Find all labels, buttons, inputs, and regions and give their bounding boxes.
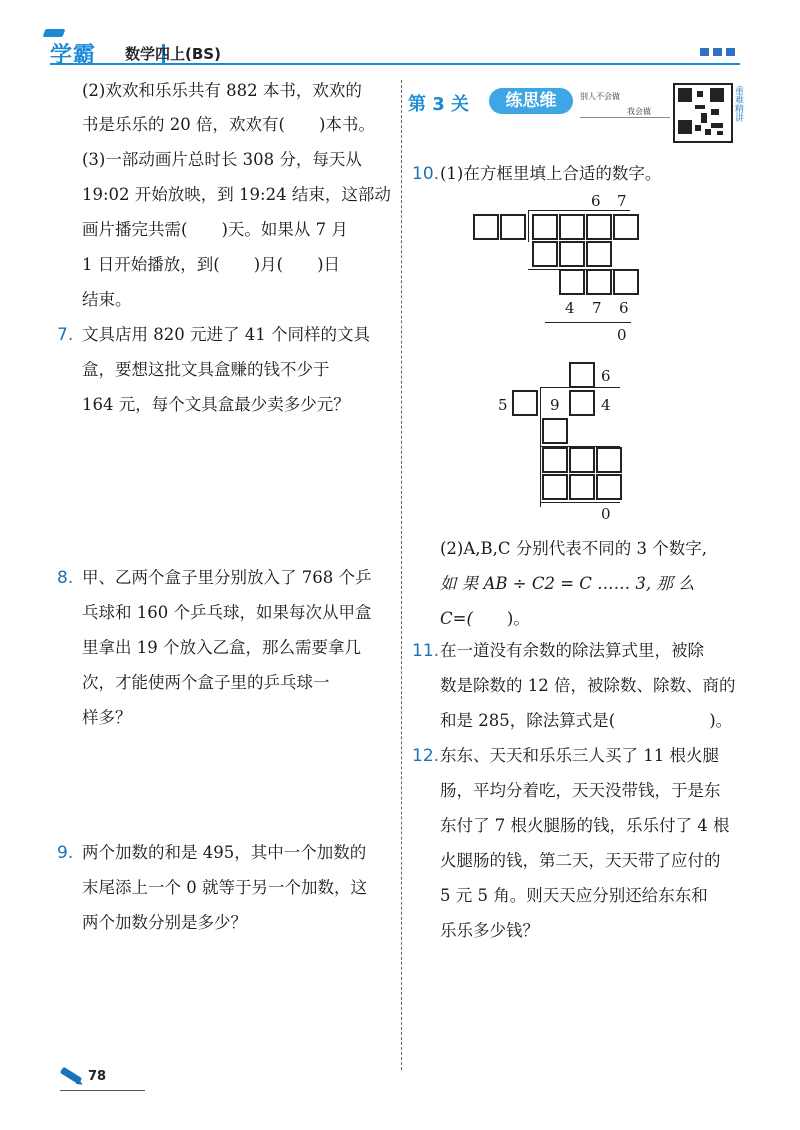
quotient-digit: 7 — [617, 192, 627, 210]
q9-line2: 末尾添上一个 0 就等于另一个加数，这 — [82, 878, 367, 897]
q6-2-line1: (2)欢欢和乐乐共有 882 本书，欢欢的 — [82, 81, 362, 100]
division-bracket — [528, 210, 529, 242]
q10-part1: (1)在方框里填上合适的数字。 — [440, 164, 662, 183]
q11-number: 11. — [412, 641, 440, 661]
q12-line4: 火腿肠的钱，第二天，天天带了应付的 — [440, 851, 721, 870]
q12-line6: 乐乐多少钱？ — [440, 921, 539, 940]
q11-line2: 数是除数的 12 倍，被除数、除数、商的 — [440, 676, 736, 695]
q9-line1: 两个加数的和是 495，其中一个加数的 — [82, 843, 367, 862]
q6-3-line2: 19:02 开始放映，到 19:24 结束，这部动 — [82, 185, 391, 204]
graduation-cap-icon — [43, 29, 66, 37]
footer-rule — [60, 1090, 145, 1091]
q12-line5: 5 元 5 角。则天天应分别还给东东和 — [440, 886, 708, 905]
q12-line2: 肠，平均分着吃，天天没带钱，于是东 — [440, 781, 721, 800]
q8-number: 8. — [57, 568, 74, 588]
q6-3-line3: 画片播完共需( )天。如果从 7 月 — [82, 220, 348, 239]
brand-name: 学霸 — [50, 43, 97, 68]
q12-line3: 东付了 7 根火腿肠的钱，乐乐付了 4 根 — [440, 816, 730, 835]
page-number: 78 — [88, 1069, 107, 1084]
divisor-box[interactable] — [500, 214, 526, 240]
header-square-icon — [700, 48, 709, 56]
product-box[interactable] — [542, 418, 568, 444]
stage-label: 第 3 关 — [408, 94, 470, 115]
stage-title-badge: 练思维 — [489, 88, 573, 114]
q7-line2: 盒，要想这批文具盒赚的钱不少于 — [82, 360, 330, 379]
dividend-box[interactable] — [586, 214, 612, 240]
q10-part2-line1: (2)A,B,C 分别代表不同的 3 个数字, — [440, 539, 708, 558]
remainder-box[interactable] — [613, 269, 639, 295]
product-box[interactable] — [532, 241, 558, 267]
quotient-box[interactable] — [569, 362, 595, 388]
q8-line2: 乓球和 160 个乒乓球，如果每次从甲盒 — [82, 603, 372, 622]
badge-note-2: 我会做 — [627, 107, 651, 116]
q10-number: 10. — [412, 164, 440, 184]
q6-3-line5: 结束。 — [82, 290, 132, 309]
product-box[interactable] — [586, 241, 612, 267]
remainder-box[interactable] — [586, 269, 612, 295]
final-remainder: 0 — [601, 505, 611, 523]
quotient-digit: 6 — [601, 367, 611, 385]
q6-3-line1: (3)一部动画片总时长 308 分，每天从 — [82, 150, 362, 169]
remainder-box[interactable] — [569, 447, 595, 473]
quotient-digit: 6 — [591, 192, 601, 210]
badge-note-1: 别人不会做 — [580, 92, 620, 101]
dividend-digit: 9 — [550, 396, 560, 414]
product-digit: 7 — [592, 299, 602, 317]
qr-code-icon[interactable] — [673, 83, 733, 143]
q7-number: 7. — [57, 325, 74, 345]
remainder-box[interactable] — [559, 269, 585, 295]
product-box[interactable] — [569, 474, 595, 500]
remainder-box[interactable] — [596, 447, 622, 473]
divisor-box[interactable] — [473, 214, 499, 240]
book-subtitle: 数学四上(BS) — [125, 45, 221, 63]
division-bar — [528, 210, 630, 211]
q8-line4: 次，才能使两个盒子里的乒乓球一 — [82, 673, 330, 692]
header-square-icon — [713, 48, 722, 56]
q8-line3: 里拿出 19 个放入乙盒，那么需要拿几 — [82, 638, 361, 657]
dividend-box[interactable] — [569, 390, 595, 416]
q12-line1: 东东、天天和乐乐三人买了 11 根火腿 — [440, 746, 719, 765]
subtraction-line — [545, 322, 631, 323]
product-box[interactable] — [542, 474, 568, 500]
q10-part2-line2: 如 果 AB ÷ C2 = C …… 3, 那 么 — [440, 574, 695, 593]
division-bar — [540, 387, 620, 388]
pen-tip-icon — [76, 1079, 84, 1087]
q6-3-line4: 1 日开始播放，到( )月( )日 — [82, 255, 340, 274]
q10-part2-line3: C=( )。 — [440, 609, 530, 628]
header-rule — [50, 63, 740, 65]
q11-line3: 和是 285，除法算式是( )。 — [440, 711, 733, 730]
final-remainder: 0 — [617, 326, 627, 344]
divisor-digit: 5 — [498, 396, 508, 414]
q7-line1: 文具店用 820 元进了 41 个同样的文具 — [82, 325, 370, 344]
product-box[interactable] — [559, 241, 585, 267]
product-box[interactable] — [596, 474, 622, 500]
dividend-digit: 4 — [601, 396, 611, 414]
badge-underline — [580, 117, 670, 118]
q8-line1: 甲、乙两个盒子里分别放入了 768 个乒 — [82, 568, 372, 587]
remainder-box[interactable] — [542, 447, 568, 473]
divisor-box[interactable] — [512, 390, 538, 416]
column-divider — [401, 80, 402, 1070]
dividend-box[interactable] — [559, 214, 585, 240]
q7-line3: 164 元，每个文具盒最少卖多少元？ — [82, 395, 350, 414]
product-digit: 4 — [565, 299, 575, 317]
q9-line3: 两个加数分别是多少？ — [82, 913, 247, 932]
q9-number: 9. — [57, 843, 74, 863]
q6-2-line2: 书是乐乐的 20 倍，欢欢有( )本书。 — [82, 115, 375, 134]
qr-label: 重难精讲 — [733, 86, 743, 122]
header-square-icon — [726, 48, 735, 56]
q8-line5: 样多？ — [82, 708, 132, 727]
product-digit: 6 — [619, 299, 629, 317]
q12-number: 12. — [412, 746, 440, 766]
dividend-box[interactable] — [532, 214, 558, 240]
subtraction-line — [540, 502, 620, 503]
q11-line1: 在一道没有余数的除法算式里，被除 — [440, 641, 704, 660]
division-bracket — [540, 387, 541, 507]
dividend-box[interactable] — [613, 214, 639, 240]
